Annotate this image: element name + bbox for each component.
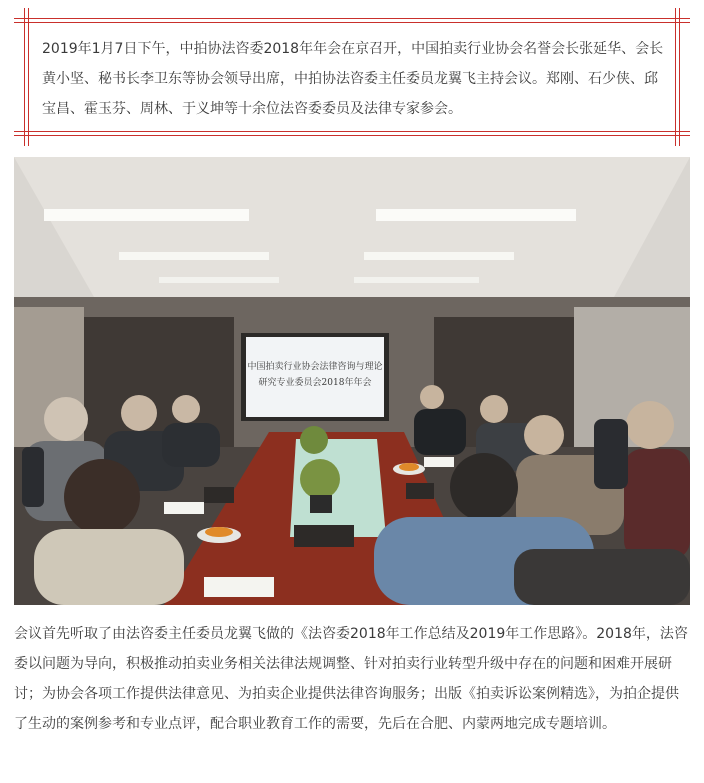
attendee-body xyxy=(624,449,690,559)
attendee-head xyxy=(524,415,564,455)
frame-line-top-outer xyxy=(14,18,690,19)
frame-line-right-inner xyxy=(675,8,676,146)
fruit xyxy=(399,463,419,471)
attendee-body xyxy=(514,549,690,605)
flower-arrangement xyxy=(300,459,340,499)
attendee-body xyxy=(414,409,466,455)
ceiling-light xyxy=(376,209,576,221)
attendee-head xyxy=(450,453,518,521)
attendee-body xyxy=(162,423,220,467)
attendee-head xyxy=(121,395,157,431)
frame-line-bottom-outer xyxy=(14,135,690,136)
tissue-box xyxy=(204,487,234,503)
attendee-head xyxy=(626,401,674,449)
ceiling-light xyxy=(159,277,279,283)
attendee-head xyxy=(172,395,200,423)
fruit xyxy=(205,527,233,537)
attendee-head xyxy=(44,397,88,441)
frame-line-bottom-inner xyxy=(14,131,690,132)
ceiling-panel xyxy=(14,157,690,297)
frame-line-left-outer xyxy=(24,8,25,146)
attendee-head xyxy=(480,395,508,423)
frame-line-right-outer xyxy=(679,8,680,146)
chair xyxy=(594,419,628,489)
intro-frame xyxy=(14,8,690,146)
ceiling-light xyxy=(119,252,269,260)
papers xyxy=(204,577,274,597)
papers xyxy=(424,457,454,467)
screen-text-line1: 中国拍卖行业协会法律咨询与理论 xyxy=(247,362,383,372)
flower-pot xyxy=(310,495,332,513)
attendee-head xyxy=(420,385,444,409)
frame-line-top-inner xyxy=(14,22,690,23)
ceiling-light xyxy=(44,209,249,221)
meeting-photo-illustration xyxy=(14,157,690,605)
frame-line-left-inner xyxy=(28,8,29,146)
body-paragraph: 会议首先听取了由法咨委主任委员龙翼飞做的《法咨委2018年工作总结及2019年工作思路》。2018年，法咨委以问题为导向，积极推动拍卖业务相关法律法规调整、针对拍卖行业转型升级中存在的问题和困难开展研讨；为协会各项工作提供法律意见、为拍卖企业提供法律咨询服务；出版《拍卖诉讼案例精选》，为拍企提供了生动的案例参考和专业点评，配合职业教育工作的需要，先后在合肥、内蒙两地完成专题培训。 xyxy=(14,626,688,732)
attendee-body xyxy=(34,529,184,605)
tissue-box xyxy=(406,483,434,499)
flower-arrangement xyxy=(300,426,328,454)
intro-paragraph: 2019年1月7日下午，中拍协法咨委2018年年会在京召开，中国拍卖行业协会名誉会长张延华、会长黄小坚、秘书长李卫东等协会领导出席，中拍协法咨委主任委员龙翼飞主持会议。郑刚、石少侠、邱宝昌、霍玉芬、周林、于义坤等十余位法咨委委员及法律专家参会。 xyxy=(42,41,664,117)
screen-text-line2: 研究专业委员会2018年年会 xyxy=(258,378,372,388)
meeting-photo xyxy=(14,157,690,605)
projection-screen xyxy=(246,337,384,417)
papers xyxy=(164,502,204,514)
ceiling-light xyxy=(364,252,514,260)
attendee-head xyxy=(64,459,140,535)
chair xyxy=(22,447,44,507)
tissue-box xyxy=(294,525,354,547)
ceiling-light xyxy=(354,277,479,283)
